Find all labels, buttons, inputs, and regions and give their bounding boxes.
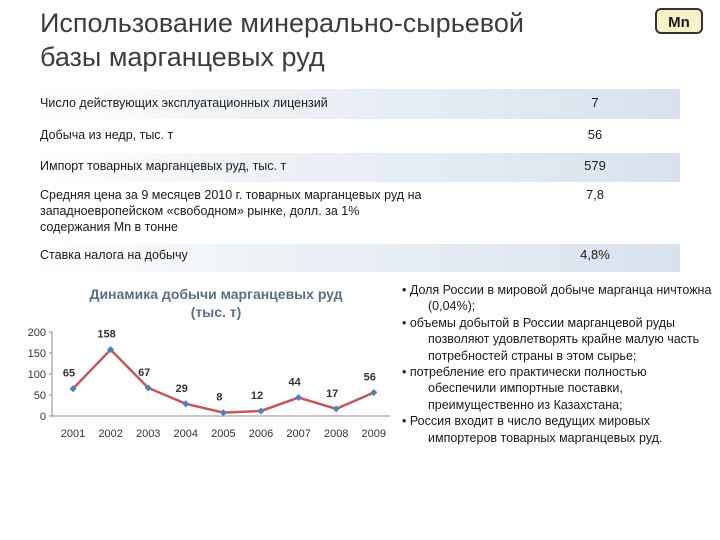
row-value: 579 xyxy=(584,158,606,173)
table-row xyxy=(34,153,680,184)
chart-subtitle: (тыс. т) xyxy=(190,304,242,320)
data-label: 29 xyxy=(175,382,188,395)
bullet-item: • Доля России в мировой добыче марганца ничтожна (0,04%); xyxy=(402,283,712,314)
page-title xyxy=(40,6,620,74)
y-tick-label: 100 xyxy=(27,369,46,381)
data-point xyxy=(370,389,377,396)
bullet-item: • Россия входит в число ведущих мировых импортеров товарных марганцевых руд. xyxy=(402,414,663,445)
table-row xyxy=(34,184,680,244)
stats-table xyxy=(34,89,680,274)
bullet-item: • объемы добытой в России марганцевой руды позволяют удовлетворять крайне малую часть потребностей страны в этом сырье; xyxy=(402,315,700,363)
data-point xyxy=(182,400,189,407)
data-point xyxy=(257,407,264,414)
x-tick-label: 2005 xyxy=(211,428,236,440)
row-label-line: западноевропейском «свободном» рынке, долл. за 1% xyxy=(40,204,360,218)
title-line-2: базы марганцевых руд xyxy=(40,42,325,72)
row-value: 4,8% xyxy=(580,247,610,262)
chart-title: Динамика добычи марганцевых руд xyxy=(89,286,343,302)
row-label-line: содержания Mn в тонне xyxy=(40,220,178,234)
element-badge: Mn xyxy=(655,8,703,34)
row-value: 7 xyxy=(591,95,599,110)
x-tick-label: 2002 xyxy=(98,428,123,440)
row-label: Ставка налога на добычу xyxy=(40,248,188,262)
bullet-list xyxy=(400,282,715,446)
x-tick-label: 2001 xyxy=(60,428,86,440)
row-label: Импорт товарных марганцевых руд, тыс. т xyxy=(40,159,287,173)
data-label: 67 xyxy=(138,366,151,379)
y-tick-label: 50 xyxy=(33,390,46,402)
data-point xyxy=(295,394,302,401)
x-tick-label: 2007 xyxy=(286,428,311,440)
data-label: 56 xyxy=(363,371,376,384)
data-label: 8 xyxy=(216,391,223,404)
row-value: 56 xyxy=(587,127,603,142)
x-tick-label: 2006 xyxy=(248,428,274,440)
series-line xyxy=(73,350,374,413)
x-tick-label: 2003 xyxy=(135,428,161,440)
title-line-1: Использование минерально-сырьевой xyxy=(40,8,524,38)
row-value: 7,8 xyxy=(585,187,605,202)
data-label: 158 xyxy=(97,328,116,341)
data-point xyxy=(333,405,340,412)
production-line-chart xyxy=(0,280,400,450)
data-label: 12 xyxy=(250,389,264,402)
row-label: Число действующих эксплуатационных лицензий xyxy=(40,96,328,110)
x-tick-label: 2004 xyxy=(173,428,199,440)
x-tick-label: 2009 xyxy=(361,428,387,440)
x-tick-label: 2008 xyxy=(323,428,349,440)
bullet-item: • потребление его практически полностью обеспечили импортные поставки, преимущественно из Казахстана; xyxy=(402,365,647,412)
table-row xyxy=(34,244,680,274)
data-label: 44 xyxy=(288,376,301,389)
row-label: Добыча из недр, тыс. т xyxy=(40,128,174,142)
y-tick-label: 0 xyxy=(39,411,46,423)
data-point xyxy=(220,409,227,416)
table-row xyxy=(34,121,680,153)
row-label xyxy=(34,184,510,242)
data-label: 17 xyxy=(326,387,339,400)
y-tick-label: 200 xyxy=(27,327,46,339)
data-label: 65 xyxy=(62,367,76,380)
row-label-line: Средняя цена за 9 месяцев 2010 г. товарных марганцевых руд на xyxy=(40,188,422,202)
table-row xyxy=(34,89,680,121)
y-tick-label: 150 xyxy=(27,348,46,360)
